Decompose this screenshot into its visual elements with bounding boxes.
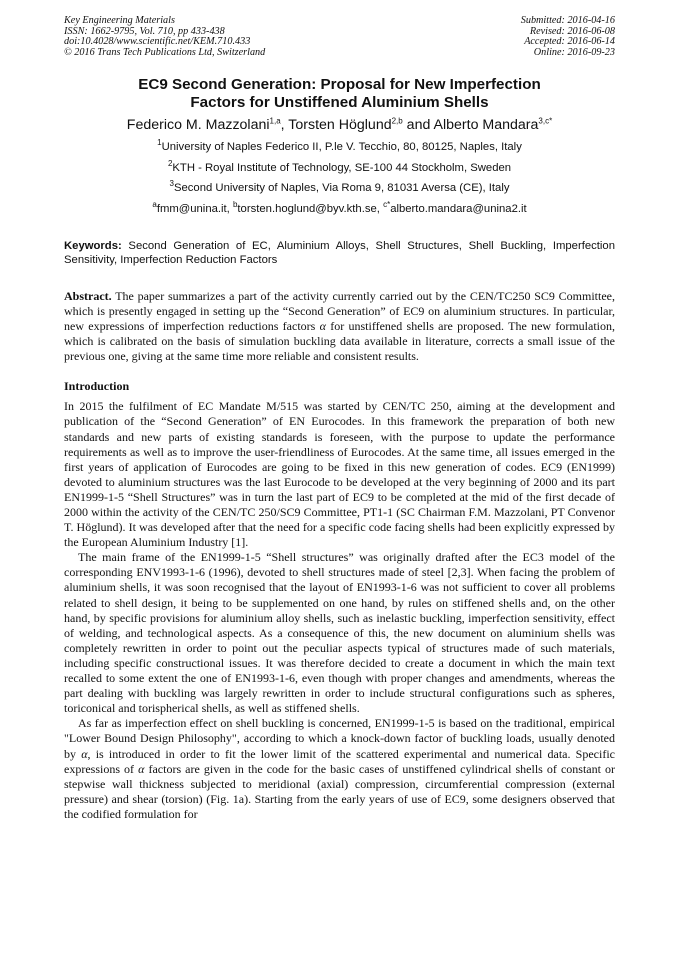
intro-paragraph-3-part-a: As far as imperfection effect on shell buckling is concerned, EN1999-1-5 is based on the traditional, empirical "Lower Bound Design Philosophy", according to which a knock-down factor of buckling loads, usually denoted by [64,716,615,761]
author-1-sup: 1,a [269,116,281,126]
abstract-text-2: for unstiffened shells are proposed. The new formulation, which is calibrated on the basis of simulation buckling data available in literature, corrects a small issue of the previous one, giving at the same time more reliable and consistent results. [64,319,615,364]
affiliation-2 [64,159,615,175]
intro-paragraph-3-part-c: factors are given in the code for the basic cases of unstiffened cylindrical shells of constant or stepwise wall thickness subjected to meridional (axial) compression, circumferential compression (external pressure) and shear (torsion) (Fig. 1a). Starting from the early years of use of EC9, some designers observed that the codified formulation for [64,761,615,821]
author-list [64,117,615,134]
dates-info [521,16,615,58]
affiliation-2-sup: 2 [167,159,173,169]
keywords-label: Keywords: [64,239,122,252]
title-line-2: Factors for Unstiffened Aluminium Shells [190,94,489,112]
intro-alpha-2: α [138,761,145,776]
submitted-date: Submitted: 2016-04-16 [520,15,615,26]
abstract-text-1: The paper summarizes a part of the activity currently carried out by the CEN/TC250 SC9 Committee, which is presently engaged in setting up the “Second Generation” of EC9 on aluminium structures. In particular, new expressions of imperfection reductions factors [64,288,615,334]
online-date: Online: 2016-09-23 [533,46,615,58]
accepted-date: Accepted: 2016-06-14 [524,36,615,48]
journal-info [64,16,265,58]
affiliation-3-text: Second University of Naples, Via Roma 9, 81031 Aversa (CE), Italy [173,182,510,195]
email-a-sup: a [152,200,157,210]
author-sep-2: and [402,117,434,134]
affiliation-1-sup: 1 [157,138,162,148]
revised-date: Revised: 2016-06-08 [529,25,615,37]
abstract-label: Abstract. [64,288,112,303]
abstract-alpha: α [319,319,326,334]
doi: doi:10.4028/www.scientific.net/KEM.710.433 [64,36,251,48]
journal-name: Key Engineering Materials [64,15,175,26]
email-c: alberto.mandara@unina2.it [390,202,527,215]
intro-paragraph-3-part-b: , is introduced in order to fit the lower limit of the scattered experimental and numerical data. Specific expressions of [64,746,615,776]
abstract [64,289,615,364]
section-heading-introduction: Introduction [64,379,130,394]
title-line-1: EC9 Second Generation: Proposal for New Imperfection [138,76,541,94]
copyright: © 2016 Trans Tech Publications Ltd, Switzerland [64,46,266,58]
email-b: torsten.hoglund@byv.kth.se, [237,202,384,215]
intro-alpha-1: α [81,746,88,761]
intro-paragraph-2: The main frame of the EN1999-1-5 “Shell structures” was originally drafted after the EC3 model of the corresponding ENV1993-1-6 (1996), devoted to shell structures made of steel [2,3]. When facing the problem of aluminium shells, it was soon recognised that the layout of EN1993-1-6 was not sufficient to cover all problems related to shell design, it being to be supplemented on one hand, by rules on stiffened shells and, on the other hand, by specific provisions for aluminium alloy shells, such as inelastic buckling, imperfection sensitivity, effect of welding, and technological aspects. As a consequence of this, the new document on aluminium shells was completely rewritten in order to point out the peculiar aspects typical of structures made of such materials, including specific constructional issues. It was therefore decided to create a document in which the main text recalled to some extent the one of EN1993-1-6, even though with proper changes and amendments, whereas the part dealing with buckling was largely rewritten in order to include structural configurations such as spheres, toriconical and torispherical shells, as well as stiffened shells. [64,550,615,716]
email-c-sup: c* [383,200,391,210]
author-3: Alberto Mandara [433,117,539,134]
author-emails [64,200,615,216]
affiliation-1-text: University of Naples Federico II, P.le V. Tecchio, 80, 80125, Naples, Italy [161,141,522,154]
author-2-sup: 2,b [391,116,403,126]
affiliation-1 [64,138,615,154]
affiliation-3-sup: 3 [169,179,174,189]
intro-paragraph-1: In 2015 the fulfilment of EC Mandate M/515 was started by CEN/TC 250, aiming at the development and publication of the “Second Generation” of EN Eurocodes. In this framework the preparation of both new standards and new parts of existing standards is foreseen, with the purpose to update the performance requirements as well as to improve the user-friendliness of Eurocodes. At the same time, all issues emerged in the first years of application of Eurocodes are going to be fixed in this new generation of codes. EC9 (EN1999) devoted to aluminium structures was the last Eurocode to be developed at the very beginning of 2000 and its part EN1999-1-5 “Shell Structures” was in turn the last part of EC9 to be completed at the mid of the first decade of 2000 within the activity of the CEN/TC 250/SC9 Committee, PT1-1 (SC Chairman F.M. Mazzolani, PT Convenor T. Höglund). It was developed after that the need for a specific code facing shells had been explicitly expressed by the European Aluminium Industry [1]. [64,399,615,550]
intro-paragraph-3 [64,716,615,822]
paper-title [64,76,615,112]
issn: ISSN: 1662-9795, Vol. 710, pp 433-438 [64,25,225,37]
keywords [64,239,615,267]
author-2: Torsten Höglund [288,117,392,134]
author-sep-1: , [280,117,289,134]
keywords-text: Second Generation of EC, Aluminium Alloys, Shell Structures, Shell Buckling, Imperfection Sensitivity, Imperfection Reduction Factors [64,239,615,266]
affiliation-3 [64,179,615,195]
affiliation-2-text: KTH - Royal Institute of Technology, SE-100 44 Stockholm, Sweden [172,161,512,174]
email-b-sup: b [232,200,238,210]
header-metadata [64,16,615,58]
email-a: fmm@unina.it, [156,202,233,215]
author-3-sup: 3,c* [538,116,553,126]
paper-page [64,16,615,822]
author-1: Federico M. Mazzolani [126,117,270,134]
